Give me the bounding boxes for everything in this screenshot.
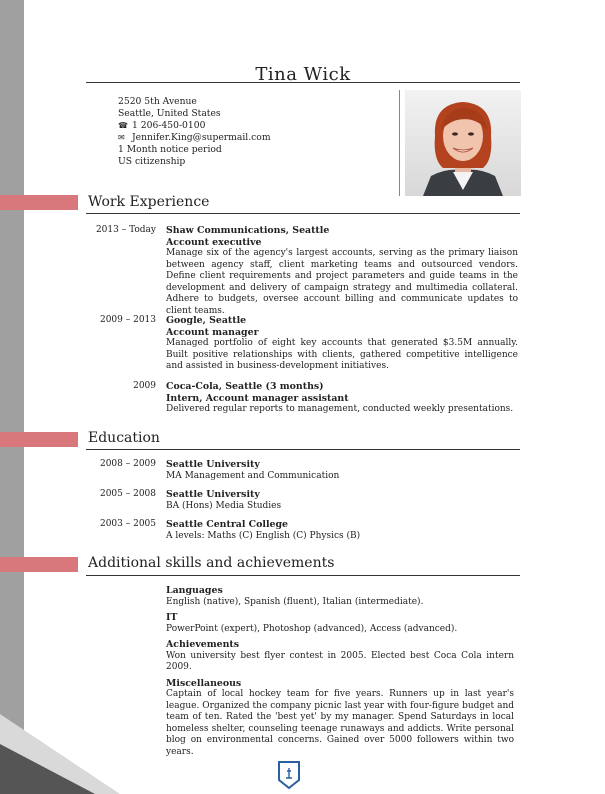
skill-category: Languages bbox=[166, 585, 223, 596]
photo-separator bbox=[399, 90, 400, 196]
work-description: Managed portfolio of eight key accounts that generated $3.5M annually. Built positive relationships with clients, gathered competitive intelligence and assisted in business-development initiatives. bbox=[166, 338, 518, 371]
skills-section-band bbox=[0, 557, 78, 572]
work-role: Intern, Account manager assistant bbox=[166, 392, 349, 404]
education-institution: Seattle Central College bbox=[166, 519, 288, 530]
skill-text: Captain of local hockey team for five years. Runners up in last year's league. Organized the company picnic last year with four-figure budget and team of ten. Rated the 'best yet' by my manager. Spend Saturdays in local homeless shelter, counseling teenage runaways and addicts. Write personal blog on environmental concerns. Gained over 5000 followers within two years. bbox=[166, 689, 514, 757]
education-section-rule bbox=[86, 449, 520, 450]
education-degree: BA (Hons) Media Studies bbox=[166, 500, 282, 511]
work-date: 2009 bbox=[133, 381, 156, 391]
skills-section-rule bbox=[86, 575, 520, 576]
education-degree: MA Management and Communication bbox=[166, 470, 340, 481]
work-section-rule bbox=[86, 213, 520, 214]
work-section-band bbox=[0, 195, 78, 210]
envelope-icon: ✉ bbox=[118, 133, 125, 142]
notice-period: 1 Month notice period bbox=[118, 144, 222, 155]
education-degree: A levels: Maths (C) English (C) Physics (B) bbox=[166, 530, 361, 541]
contact-block bbox=[118, 96, 271, 168]
work-date: 2013 – Today bbox=[95, 225, 156, 235]
phone-row bbox=[118, 120, 271, 132]
education-institution: Seattle University bbox=[166, 489, 260, 500]
work-role: Account executive bbox=[166, 236, 262, 248]
work-description: Manage six of the agency's largest accounts, serving as the primary liaison between agency staff, client marketing teams and outsourced vendors. Define client requirements and project parameters and guide teams in the development and delivery of campaign strategy and multimedia collateral. Adhere to budgets, oversee account billing and communicate updates to client teams. bbox=[166, 248, 518, 316]
education-date: 2003 – 2005 bbox=[99, 519, 156, 529]
skills-section-title: Additional skills and achievements bbox=[88, 555, 335, 571]
profile-photo bbox=[405, 90, 521, 196]
skill-text: PowerPoint (expert), Photoshop (advanced), Access (advanced). bbox=[166, 623, 458, 634]
skill-text: Won university best flyer contest in 2005. Elected best Coca Cola intern 2009. bbox=[166, 650, 514, 672]
email-row bbox=[118, 132, 271, 144]
work-date: 2009 – 2013 bbox=[99, 315, 156, 325]
work-employer: Google, Seattle bbox=[166, 315, 247, 326]
work-description: Delivered regular reports to management, conducted weekly presentations. bbox=[166, 404, 514, 414]
corner-decoration bbox=[0, 674, 120, 794]
phone-icon: ☎ bbox=[118, 121, 128, 130]
citizenship: US citizenship bbox=[118, 156, 186, 167]
education-date: 2008 – 2009 bbox=[99, 459, 156, 469]
shield-logo-icon bbox=[276, 760, 302, 790]
education-section-band bbox=[0, 432, 78, 447]
work-role: Account manager bbox=[166, 326, 259, 338]
address-line-2: Seattle, United States bbox=[118, 108, 221, 119]
work-employer: Coca-Cola, Seattle (3 months) bbox=[166, 381, 324, 392]
skill-category: Achievements bbox=[166, 639, 240, 650]
skill-category: Miscellaneous bbox=[166, 677, 242, 689]
skill-category: IT bbox=[166, 612, 178, 623]
address-line-1: 2520 5th Avenue bbox=[118, 96, 197, 107]
work-section-title: Work Experience bbox=[88, 194, 210, 210]
skill-text: English (native), Spanish (fluent), Italian (intermediate). bbox=[166, 596, 424, 607]
education-date: 2005 – 2008 bbox=[99, 489, 156, 499]
education-institution: Seattle University bbox=[166, 459, 260, 470]
candidate-name: Tina Wick bbox=[255, 64, 351, 85]
skills-list bbox=[166, 585, 514, 762]
phone-number: 1 206-450-0100 bbox=[132, 120, 206, 131]
education-section-title: Education bbox=[88, 430, 160, 446]
email-address[interactable]: Jennifer.King@supermail.com bbox=[132, 132, 271, 143]
work-employer: Shaw Communications, Seattle bbox=[166, 225, 330, 236]
